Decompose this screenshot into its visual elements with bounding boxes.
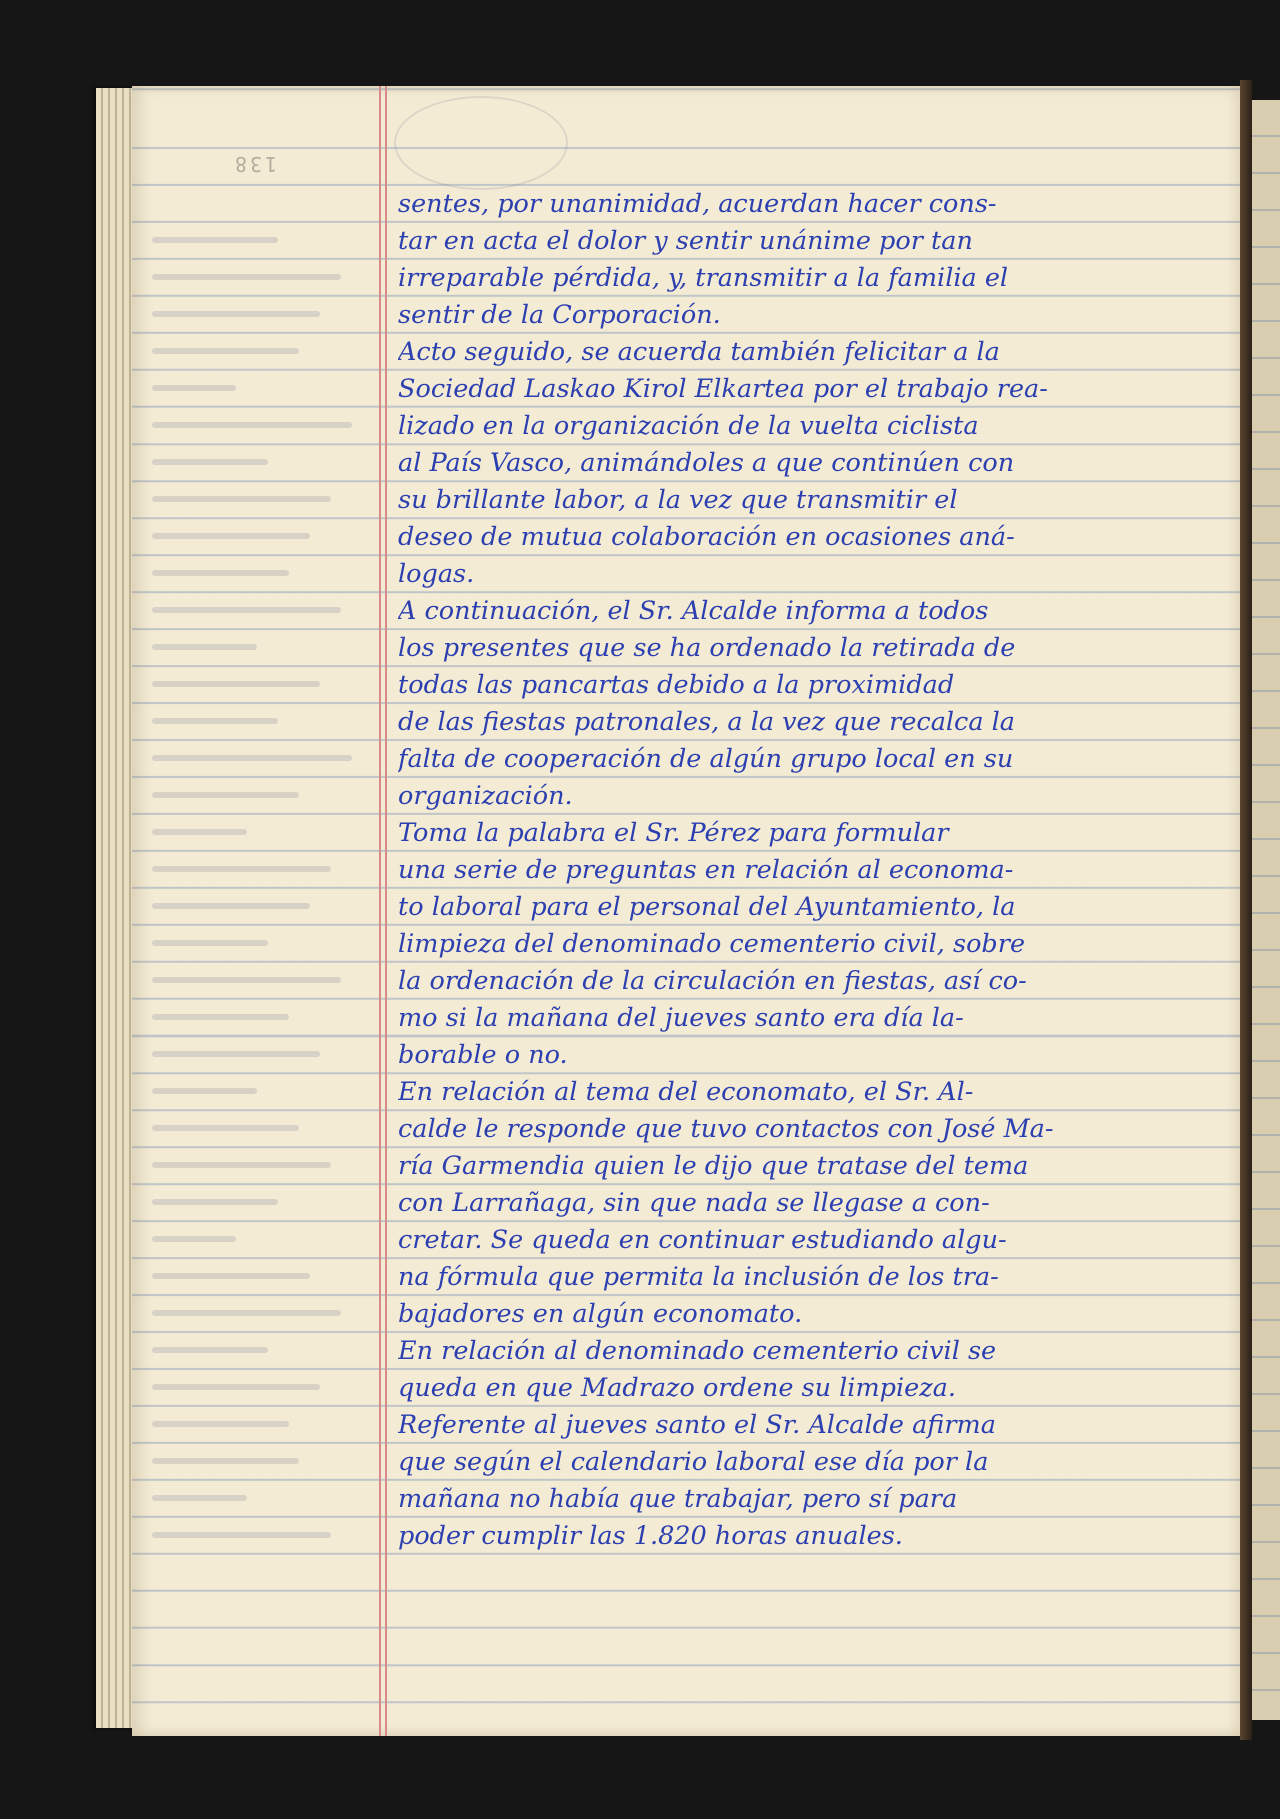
handwritten-line: tar en acta el dolor y sentir unánime por tan	[398, 226, 973, 256]
handwritten-line: Toma la palabra el Sr. Pérez para formular	[398, 818, 949, 848]
handwritten-line: de las fiestas patronales, a la vez que recalca la	[398, 707, 1016, 737]
margin-rule-left	[379, 86, 381, 1736]
ledger-page	[132, 86, 1240, 1736]
handwritten-line: Sociedad Laskao Kirol Elkartea por el trabajo rea-	[398, 374, 1048, 404]
faded-stamp	[394, 96, 568, 190]
handwritten-line: los presentes que se ha ordenado la retirada de	[398, 633, 1016, 663]
handwritten-line: sentir de la Corporación.	[398, 300, 721, 330]
handwritten-line: al País Vasco, animándoles a que continúen con	[398, 448, 1015, 478]
handwritten-line: to laboral para el personal del Ayuntamiento, la	[398, 892, 1016, 922]
handwritten-line: sentes, por unanimidad, acuerdan hacer cons-	[398, 189, 997, 219]
handwritten-line: mo si la mañana del jueves santo era día la-	[398, 1003, 964, 1033]
handwritten-line: En relación al denominado cementerio civil se	[398, 1336, 997, 1366]
facing-page-edge	[1252, 100, 1280, 1720]
handwritten-line: queda en que Madrazo ordene su limpieza.	[398, 1373, 956, 1403]
handwritten-line: la ordenación de la circulación en fiestas, así co-	[398, 966, 1027, 996]
handwritten-line: con Larrañaga, sin que nada se llegase a con-	[398, 1188, 990, 1218]
handwritten-line: ría Garmendia quien le dijo que tratase del tema	[398, 1151, 1029, 1181]
handwritten-line: na fórmula que permita la inclusión de los tra-	[398, 1262, 999, 1292]
handwritten-line: Referente al jueves santo el Sr. Alcalde afirma	[398, 1410, 996, 1440]
handwritten-line: falta de cooperación de algún grupo local en su	[398, 744, 1014, 774]
handwritten-line: En relación al tema del economato, el Sr. Al-	[398, 1077, 974, 1107]
handwritten-line: limpieza del denominado cementerio civil, sobre	[398, 929, 1026, 959]
binding-gutter	[1240, 80, 1252, 1740]
handwritten-line: una serie de preguntas en relación al economa-	[398, 855, 1014, 885]
handwritten-line: lizado en la organización de la vuelta ciclista	[398, 411, 979, 441]
handwritten-line: irreparable pérdida, y, transmitir a la familia el	[398, 263, 1009, 293]
handwritten-line: logas.	[398, 559, 475, 589]
margin-rule-right	[385, 86, 387, 1736]
handwritten-line: organización.	[398, 781, 573, 811]
stacked-page-edges	[96, 88, 136, 1728]
handwritten-line: calde le responde que tuvo contactos con José Ma-	[398, 1114, 1054, 1144]
handwritten-line: que según el calendario laboral ese día por la	[398, 1447, 989, 1477]
handwritten-line: todas las pancartas debido a la proximidad	[398, 670, 955, 700]
handwritten-line: poder cumplir las 1.820 horas anuales.	[398, 1521, 903, 1551]
handwritten-line: cretar. Se queda en continuar estudiando algu-	[398, 1225, 1007, 1255]
handwritten-line: A continuación, el Sr. Alcalde informa a todos	[398, 596, 989, 626]
handwritten-line: mañana no había que trabajar, pero sí para	[398, 1484, 958, 1514]
handwritten-minutes-text	[398, 186, 1226, 1555]
handwritten-line: bajadores en algún economato.	[398, 1299, 803, 1329]
ink-bleed-through	[152, 206, 362, 1606]
handwritten-line: borable o no.	[398, 1040, 568, 1070]
handwritten-line: deseo de mutua colaboración en ocasiones aná-	[398, 522, 1015, 552]
handwritten-line: su brillante labor, a la vez que transmitir el	[398, 485, 958, 515]
page-number: 138	[232, 152, 278, 176]
handwritten-line: Acto seguido, se acuerda también felicitar a la	[398, 337, 1000, 367]
